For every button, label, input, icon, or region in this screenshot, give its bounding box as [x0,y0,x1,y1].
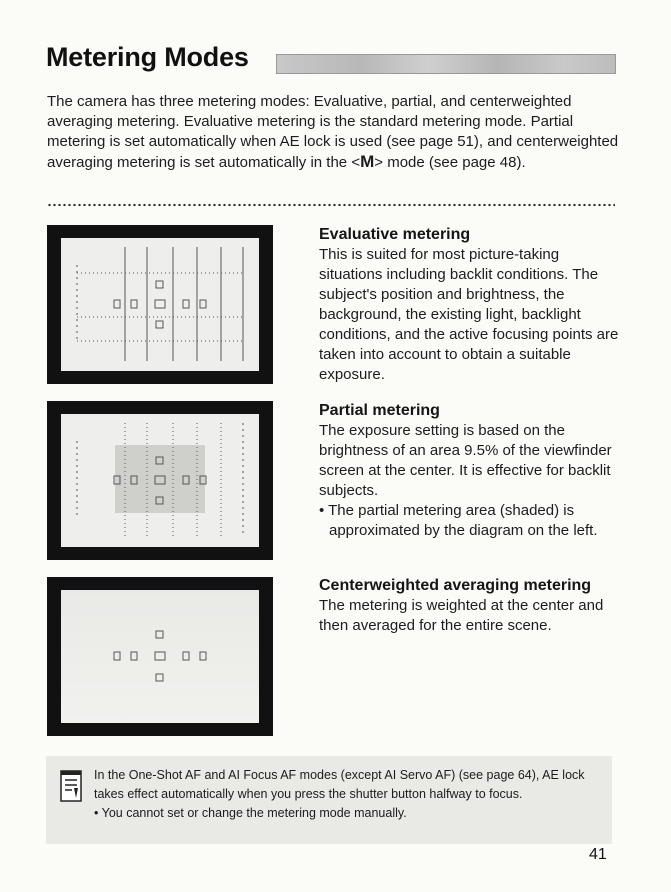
partial-section [319,401,619,541]
intro-paragraph [47,92,627,173]
evaluative-section [319,225,619,385]
intro-text-before: The camera has three metering modes: Evaluative, partial, and centerweighted averaging metering. Evaluative metering is the standard metering mode. Partial metering is set automatically when AE lock is used (see page 51), and centerweighted averaging metering is set automatically in the < [47,93,619,171]
evaluative-heading: Evaluative metering [319,226,471,243]
partial-bullet: • The partial metering area (shaded) is approximated by the diagram on the left. [319,502,598,539]
note-line-1: In the One-Shot AF and AI Focus AF modes (except AI Servo AF) (see page 64), AE lock takes effect automatically when you press the shutter button halfway to focus. [94,768,585,801]
page-number: 41 [589,846,607,863]
partial-heading: Partial metering [319,402,440,419]
memo-icon [60,770,82,802]
evaluative-metering-diagram [47,225,273,384]
note-text [94,766,606,823]
partial-metering-diagram [47,401,273,560]
centerweighted-body: The metering is weighted at the center and then averaged for the entire scene. [319,597,604,634]
mode-m-symbol: M [360,152,375,171]
centerweighted-heading: Centerweighted averaging metering [319,577,592,594]
note-line-2: • You cannot set or change the metering mode manually. [94,806,407,820]
partial-body: The exposure setting is based on the brightness of an area 9.5% of the viewfinder screen at the center. It is effective for backlit subjects. [319,422,612,499]
title-row [46,42,616,82]
centerweighted-metering-diagram [47,577,273,736]
page-title: Metering Modes [46,42,249,72]
evaluative-zones-figure [47,225,273,384]
dotted-divider [47,203,615,207]
centerweighted-section [319,576,614,636]
intro-text-after: > mode (see page 48). [374,154,526,171]
title-decoration-bar [276,54,616,74]
centerweighted-af-points-figure [47,577,273,736]
note-box [46,756,612,844]
evaluative-body: This is suited for most picture-taking situations including backlit conditions. The subject's position and brightness, the background, the existing light, backlight conditions, and the active focusing points are taken into account to obtain a suitable exposure. [319,246,619,383]
partial-zones-figure [47,401,273,560]
